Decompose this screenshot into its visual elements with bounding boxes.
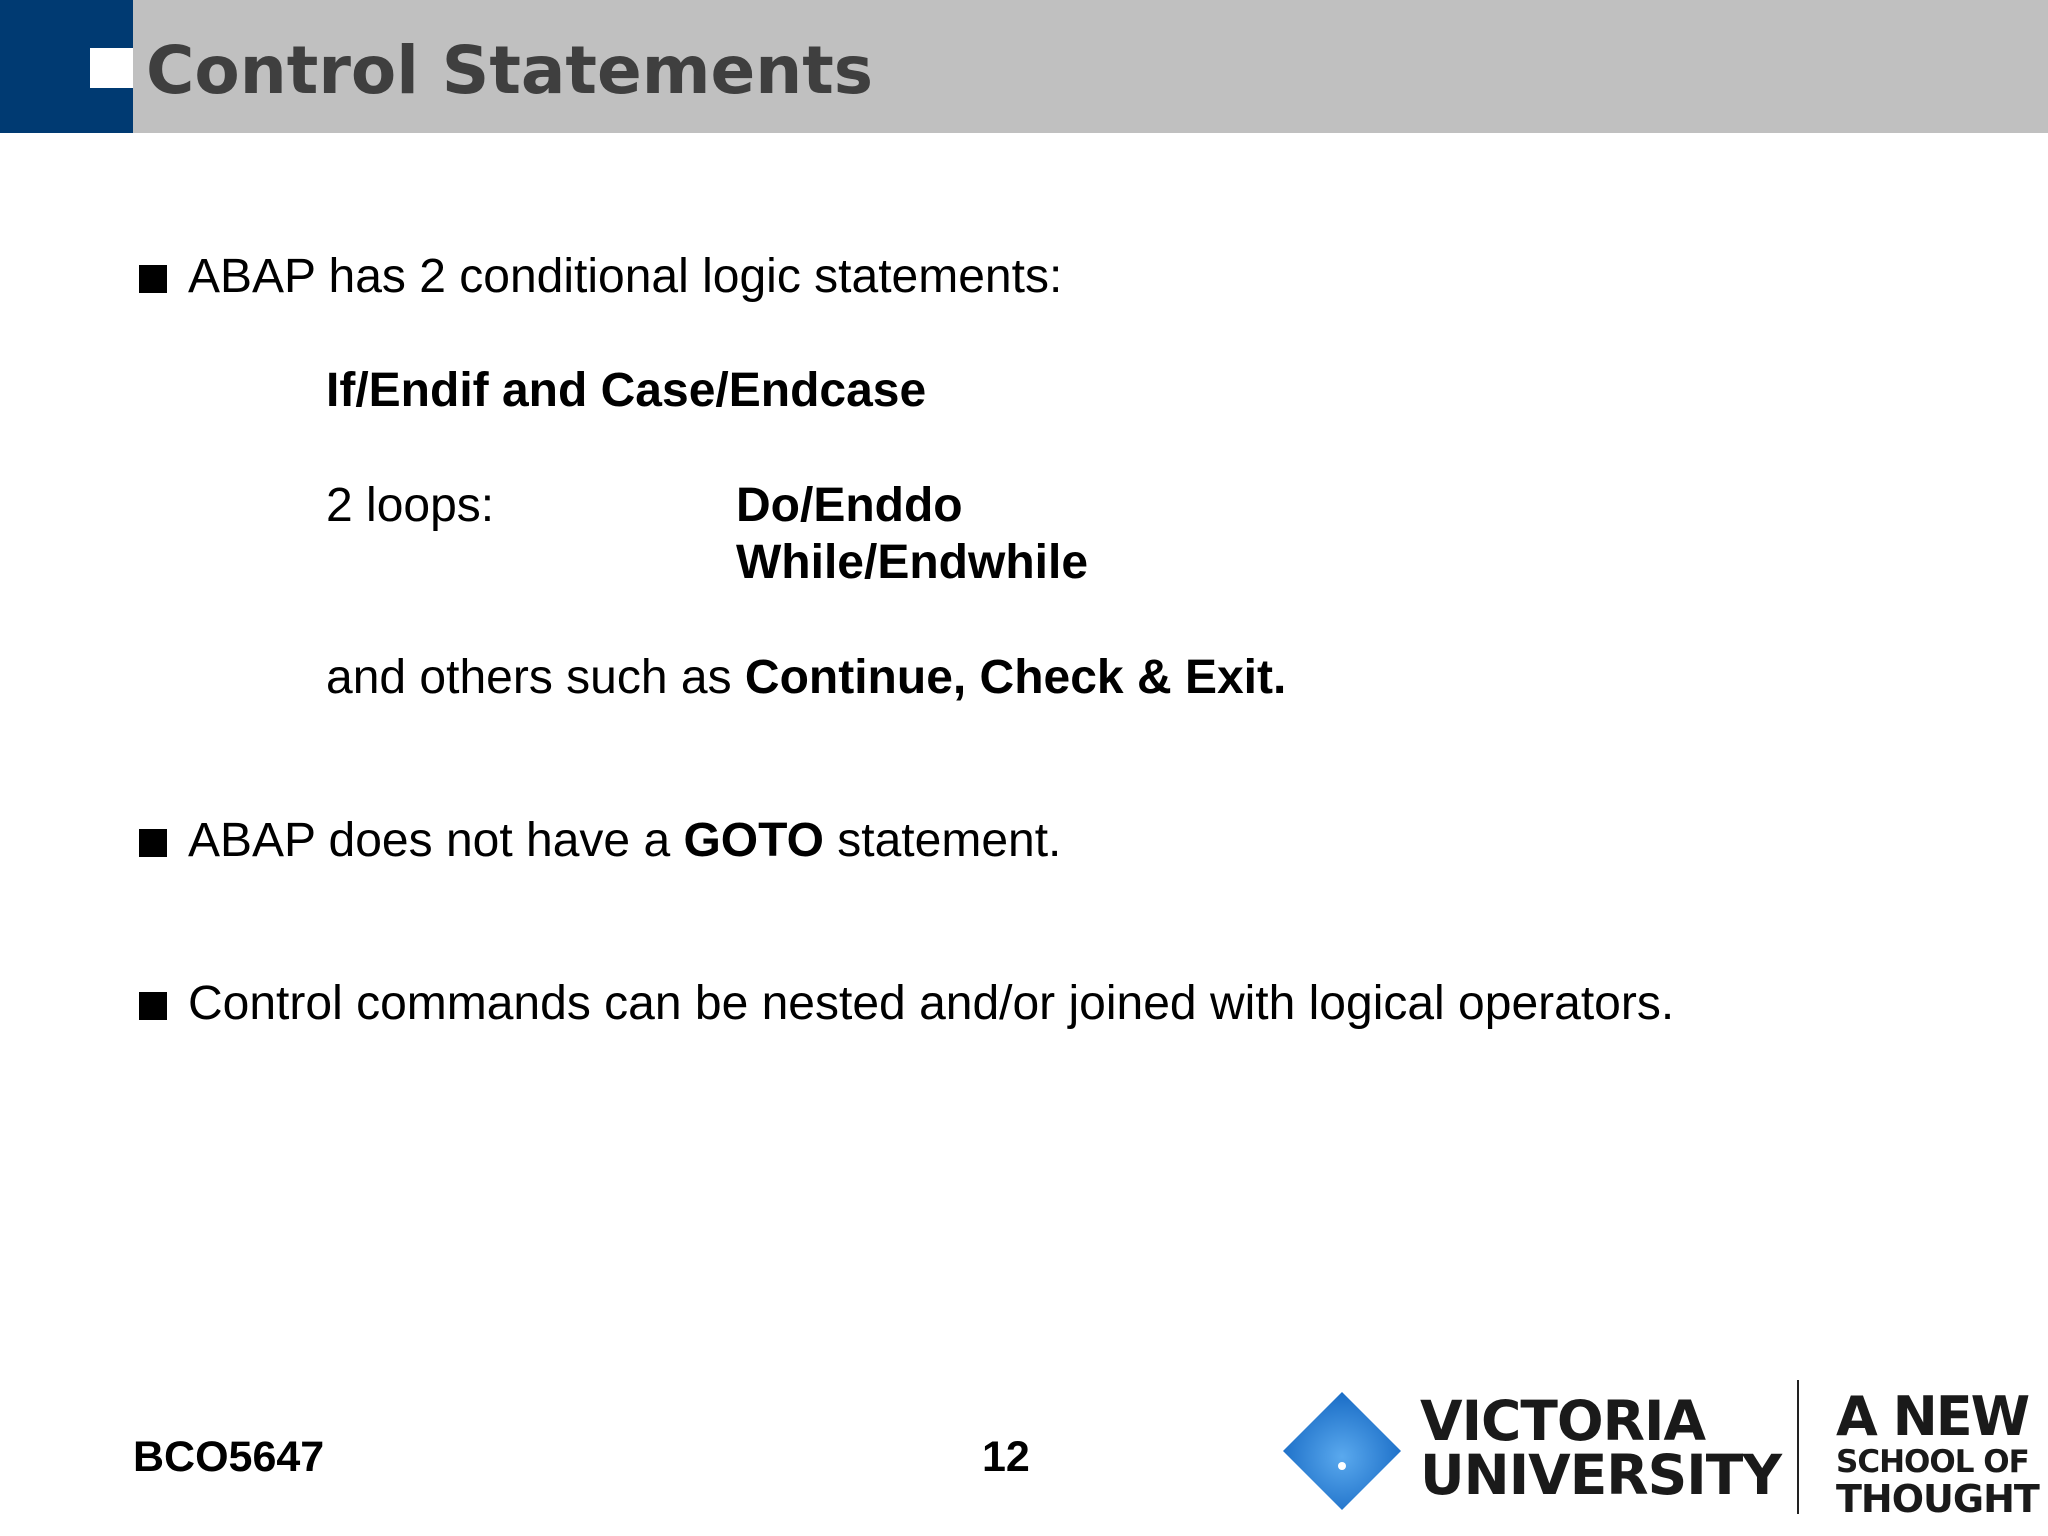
goto-keyword: GOTO [683,814,824,867]
loop-do: Do/Enddo [736,479,963,532]
university-tagline [1836,1385,2039,1521]
goto-suffix: statement. [823,814,1062,867]
bullet-text: Control commands can be nested and/or joined with logical operators. [188,977,1675,1030]
square-bullet-icon [139,265,167,293]
loop-while: While/Endwhile [736,536,1089,589]
bullet-text [188,811,1061,871]
slide-title: Control Statements [146,32,874,109]
university-diamond-logo-icon [1281,1390,1403,1512]
page-number: 12 [982,1433,1030,1481]
tagline-line3: THOUGHT [1836,1477,2039,1521]
university-name-line2: UNIVERSITY [1420,1443,1782,1507]
other-statements-prefix: and others such as [326,651,745,704]
loops-label: 2 loops: [326,479,495,532]
bullet-text: ABAP has 2 conditional logic statements: [188,250,1063,303]
square-bullet-icon [139,829,167,857]
logo-divider [1797,1380,1799,1514]
tagline-line2: SCHOOL OF [1836,1444,2029,1480]
title-accent-notch [90,48,133,88]
university-name-line1: VICTORIA [1420,1389,1706,1453]
square-bullet-icon [139,992,167,1020]
university-name [1420,1389,1782,1507]
conditional-statements: If/Endif and Case/Endcase [326,364,927,417]
tagline-line1: A NEW [1836,1385,2029,1448]
goto-prefix: ABAP does not have a [188,814,684,867]
other-statements-list: Continue, Check & Exit. [744,651,1287,704]
course-code: BCO5647 [133,1433,325,1481]
other-statements [326,648,1286,708]
